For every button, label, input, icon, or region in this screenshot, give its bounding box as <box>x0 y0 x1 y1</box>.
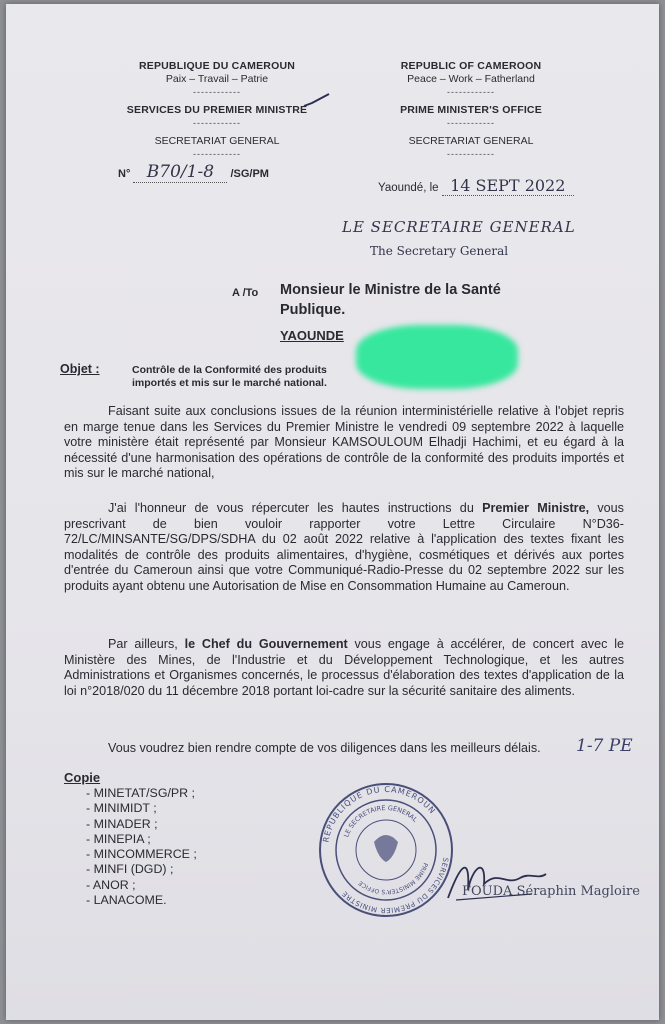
seal-inner-top: LE SECRETAIRE GENERAL <box>342 803 419 839</box>
copy-item: - MINIMIDT ; <box>86 801 157 816</box>
recipient-prefix: A /To <box>232 287 259 299</box>
sender-title-en: The Secretary General <box>370 244 509 258</box>
subject-line2: importés et mis sur le marché national. <box>132 377 327 389</box>
subject-text <box>132 364 327 390</box>
p3-bold: le Chef du Gouvernement <box>184 637 348 651</box>
svg-text:PRIME MINISTER'S OFFICE <box>357 862 429 895</box>
date-line <box>378 176 574 196</box>
divider: ------------ <box>193 118 241 128</box>
copies-label: Copie <box>64 770 101 785</box>
p3-text-a: Par ailleurs, <box>108 637 185 651</box>
date-stamp: 14 SEPT 2022 <box>442 176 574 196</box>
country-fr: REPUBLIQUE DU CAMEROUN <box>138 60 296 72</box>
recipient-city: YAOUNDE <box>280 328 344 343</box>
seal-outer-top: REPUBLIQUE DU CAMEROUN <box>321 784 438 844</box>
divider: ------------ <box>447 118 495 128</box>
motto-en: Peace – Work – Fatherland <box>407 73 535 85</box>
recipient-line1: Monsieur le Ministre de la Santé <box>280 282 501 298</box>
paragraph-2 <box>64 501 624 595</box>
copy-item: - MINCOMMERCE ; <box>86 847 197 862</box>
header-right <box>356 60 586 161</box>
ref-handwritten: B70/1-8 <box>133 162 227 183</box>
copy-item: - MINEPIA ; <box>86 831 151 846</box>
office-en: PRIME MINISTER'S OFFICE <box>400 104 542 116</box>
signature-scribble-icon <box>442 850 552 910</box>
divider: ------------ <box>193 149 241 159</box>
subject-label: Objet : <box>60 362 100 376</box>
svg-text:LE SECRETAIRE GENERAL <box>342 804 419 838</box>
ref-suffix: /SG/PM <box>230 168 269 180</box>
handwritten-annotation: 1-7 PE <box>576 736 633 756</box>
secretariat-en: SECRETARIAT GENERAL <box>408 135 534 147</box>
official-seal-icon <box>316 780 456 920</box>
p3-text-b: vous engage à accélérer, de concert avec le Ministère des Mines, de l'Industrie et du Développement Technologique, et les autres Administrations et Organismes concernés, le processus d'élaboration des textes d'application de la loi n°2018/020 du 11 décembre 2018 portant loi-cadre sur la sécurité sanitaire des aliments. <box>64 637 624 698</box>
seal-inner-bottom: PRIME MINISTER'S OFFICE <box>357 861 429 896</box>
recipient-line2: Publique. <box>280 302 346 318</box>
copy-item: - MINETAT/SG/PR ; <box>86 786 195 800</box>
p2-bold: Premier Ministre, <box>482 501 590 515</box>
p2-text-b: vous prescrivant de bien vouloir rapporter votre Lettre Circulaire N°D36-72/LC/MINSANTE/SG/DPS/SDHA du 02 août 2022 relative à l'application des textes fixant les modalités de contrôle des produits alimentaires, d'hygiène, cosmétiques et dérivés aux portes d'entrée du Cameroun ainsi que votre Communiqué-Radio-Presse du 02 septembre 2022 sur les produits ayant obtenu une Autorisation de Mise en Consommation Humaine au Cameroun. <box>64 501 624 593</box>
country-en: REPUBLIC OF CAMEROON <box>400 60 542 72</box>
copy-item: - ANOR ; <box>86 877 136 892</box>
divider: ------------ <box>193 87 241 97</box>
paragraph-3 <box>64 637 624 699</box>
letter-page <box>6 4 659 1020</box>
office-fr: SERVICES DU PREMIER MINISTRE <box>126 104 308 116</box>
paragraph-1: Faisant suite aux conclusions issues de la réunion interministérielle relative à l'objet repris en marge tenue dans les Services du Premier Ministre le vendredi 09 septembre 2022 à laquelle votre ministère était représenté par Monsieur KAMSOULOUM Elhadji Hachimi, et eu égard à la nécessité d'une harmonisation des opérations de contrôle de la conformité des produits importés et mis sur le marché national, <box>64 404 624 481</box>
handwritten-tick-icon <box>302 92 332 110</box>
signatory-name: FOUDA Séraphin Magloire <box>462 884 640 899</box>
copy-item: - MINADER ; <box>86 816 158 831</box>
motto-fr: Paix – Travail – Patrie <box>165 73 269 85</box>
secretariat-fr: SECRETARIAT GENERAL <box>154 135 280 147</box>
subject-line1: Contrôle de la Conformité des produits <box>132 364 327 376</box>
date-place: Yaoundé, le <box>378 182 439 194</box>
copies-list <box>86 786 197 908</box>
ref-prefix: N° <box>118 168 131 180</box>
reference-number <box>118 162 269 183</box>
paragraph-4: Vous voudrez bien rendre compte de vos diligences dans les meilleurs délais. <box>108 741 541 755</box>
sender-title-fr: LE SECRETAIRE GENERAL <box>342 218 576 236</box>
copy-item: - LANACOME. <box>86 893 167 908</box>
seal-outer-bottom: SERVICES DU PREMIER MINISTRE <box>340 856 450 915</box>
divider: ------------ <box>447 87 495 97</box>
p2-text-a: J'ai l'honneur de vous répercuter les hautes instructions du <box>108 501 483 515</box>
header-left <box>102 60 332 161</box>
copy-item: - MINFI (DGD) ; <box>86 862 174 877</box>
divider: ------------ <box>447 149 495 159</box>
redaction-blur <box>356 325 518 389</box>
